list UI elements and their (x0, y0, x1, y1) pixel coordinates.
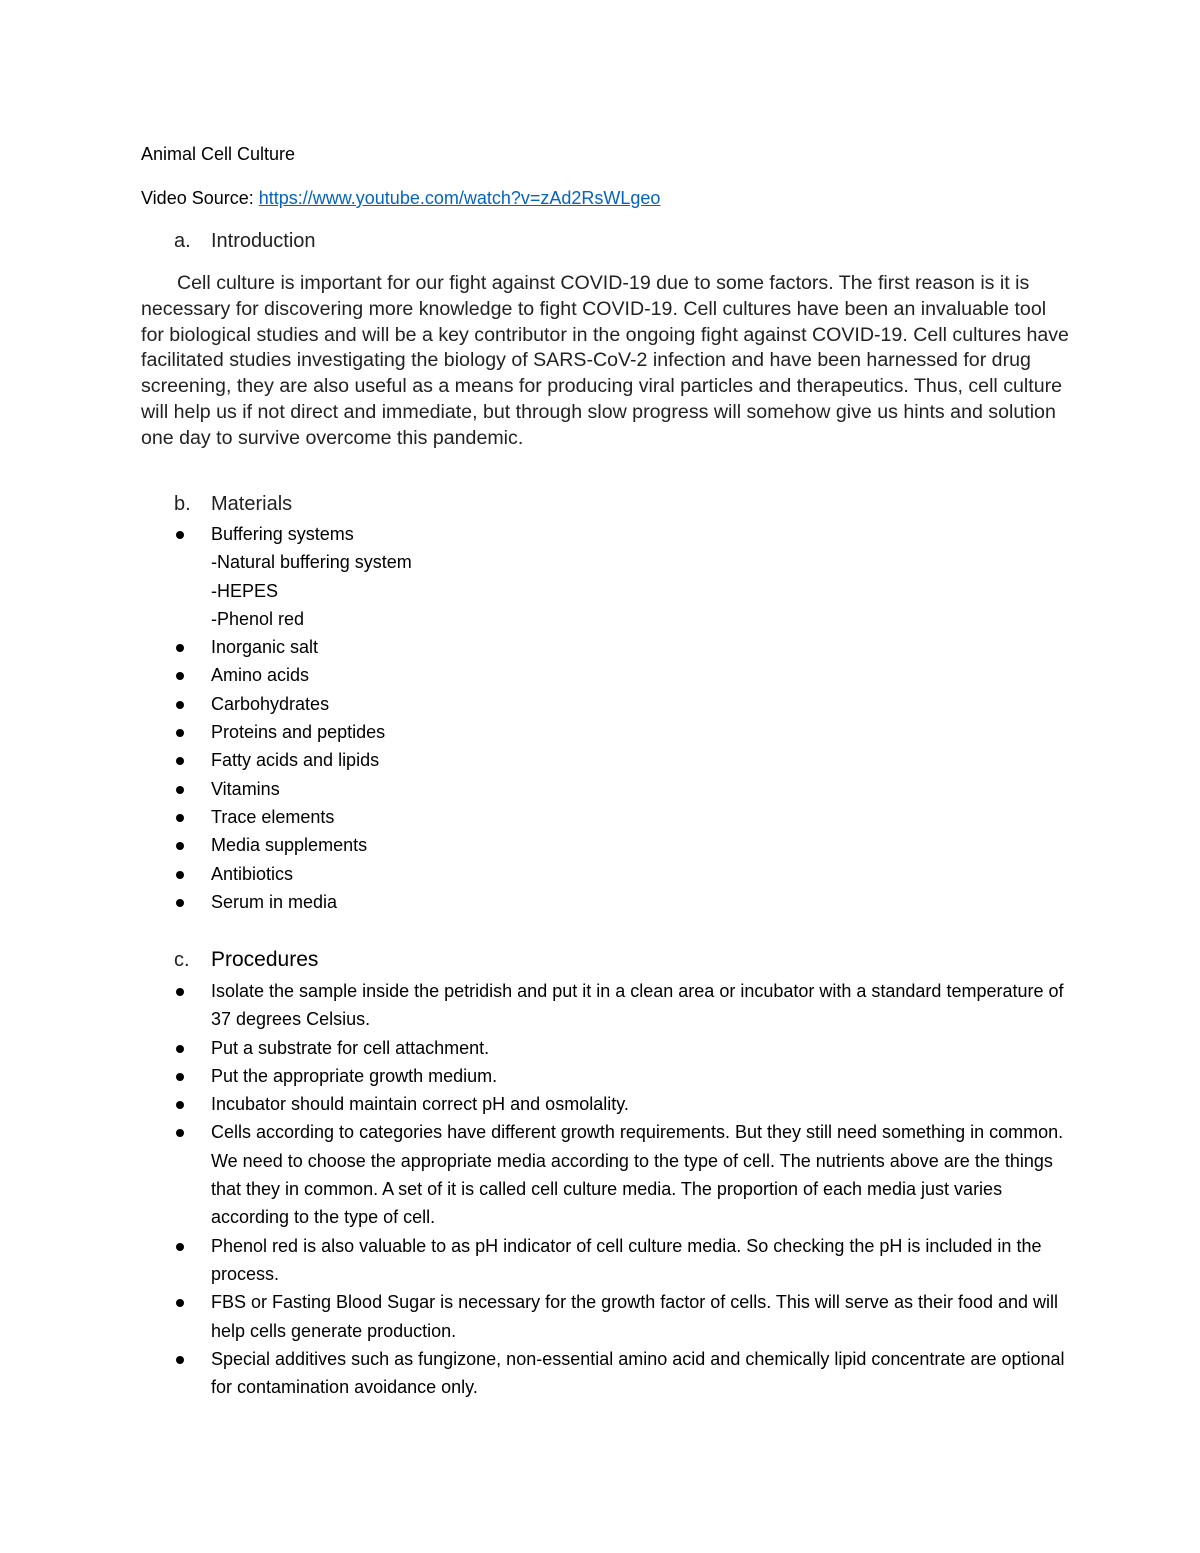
materials-item-text: Buffering systems (211, 524, 354, 544)
materials-subitem: -HEPES (211, 580, 279, 601)
materials-subitem: -Natural buffering system (211, 552, 412, 573)
bullet-icon (176, 729, 184, 737)
bullet-icon (176, 1073, 184, 1081)
materials-list-item (0, 690, 412, 718)
section-marker: b. (174, 493, 191, 515)
materials-list-item (0, 633, 412, 661)
bullet-icon (176, 757, 184, 765)
procedures-list-item (0, 1034, 1070, 1062)
bullet-icon (176, 814, 184, 822)
procedures-item-text: Special additives such as fungizone, non-essential amino acid and chemically lipid concentrate are optional for contamination avoidance only. (211, 1348, 1065, 1398)
bullet-icon (176, 842, 184, 850)
materials-list-item (0, 661, 412, 689)
materials-item-text: Amino acids (211, 665, 310, 686)
materials-list-item (0, 746, 412, 774)
introduction-paragraph: Cell culture is important for our fight against COVID-19 due to some factors. The first reason is it is necessary for discovering more knowledge to fight COVID-19. Cell cultures have been an invaluable tool for biological studies and will be a key contributor in the ongoing fight against COVID-19. Cell cultures have facilitated studies investigating the biology of SARS-CoV-2 infection and have been harnessed for drug screening, they are also useful as a means for producing viral particles and therapeutics. Thus, cell culture will help us if not direct and immediate, but through slow progress will somehow give us hints and solution one day to survive overcome this pandemic. (141, 272, 1069, 449)
document-title: Animal Cell Culture (141, 144, 296, 164)
bullet-icon (176, 531, 184, 539)
section-heading-procedures (174, 948, 318, 972)
bullet-icon (176, 672, 184, 680)
procedures-list-item (0, 977, 1070, 1034)
video-source-line (141, 188, 660, 209)
procedures-item-text: Incubator should maintain correct pH and osmolality. (211, 1094, 629, 1115)
section-title: Procedures (211, 948, 319, 971)
section-marker: a. (174, 230, 191, 252)
video-source-link[interactable]: https://www.youtube.com/watch?v=zAd2RsWLgeo (258, 188, 661, 208)
materials-list-item (0, 520, 412, 633)
bullet-icon (176, 1299, 184, 1307)
section-heading-introduction (174, 230, 316, 253)
materials-list-item (0, 718, 412, 746)
materials-list-item (0, 860, 412, 888)
bullet-icon (176, 1101, 184, 1109)
materials-item-text: Inorganic salt (211, 637, 319, 658)
bullet-icon (176, 701, 184, 709)
materials-item-text: Fatty acids and lipids (211, 750, 380, 771)
bullet-icon (176, 786, 184, 794)
materials-list-item (0, 831, 412, 859)
bullet-icon (176, 1129, 184, 1137)
procedures-list-item (0, 1345, 1070, 1402)
procedures-item-text: FBS or Fasting Blood Sugar is necessary for the growth factor of cells. This will serve as their food and will help cells generate production. (211, 1292, 1059, 1341)
bullet-icon (176, 1243, 184, 1251)
materials-list-item (0, 775, 412, 803)
materials-item-text: Antibiotics (211, 863, 294, 884)
bullet-icon (176, 899, 184, 907)
bullet-icon (176, 1356, 184, 1364)
section-title: Introduction (211, 230, 316, 252)
procedures-item-text: Cells according to categories have different growth requirements. But they still need something in common. We need to choose the appropriate media according to the type of cell. The nutrients above are the things that they in common. A set of it is called cell culture media. The proportion of each media just varies according to the type of cell. (211, 1122, 1064, 1228)
section-title: Materials (211, 493, 293, 515)
materials-item-text: Serum in media (211, 891, 338, 912)
materials-item-text: Trace elements (211, 806, 335, 827)
procedures-list-item (0, 1118, 1070, 1231)
section-marker: c. (174, 949, 190, 971)
video-source-label: Video Source: (141, 188, 259, 208)
materials-item-text: Vitamins (211, 778, 280, 799)
procedures-item-text: Put the appropriate growth medium. (211, 1065, 498, 1086)
materials-list (0, 520, 412, 916)
bullet-icon (176, 871, 184, 879)
procedures-list-item (0, 1090, 1070, 1118)
procedures-list-item (0, 1062, 1070, 1090)
procedures-list-item (0, 1288, 1070, 1345)
procedures-list (0, 977, 1070, 1401)
section-heading-materials (174, 493, 292, 516)
procedures-item-text: Phenol red is also valuable to as pH indicator of cell culture media. So checking the pH is included in the process. (211, 1235, 1042, 1284)
materials-item-text: Proteins and peptides (211, 722, 386, 743)
materials-list-item (0, 803, 412, 831)
materials-list-item (0, 888, 412, 916)
bullet-icon (176, 644, 184, 652)
procedures-list-item (0, 1232, 1070, 1289)
materials-item-text: Media supplements (211, 835, 368, 856)
procedures-item-text: Put a substrate for cell attachment. (211, 1037, 490, 1058)
materials-subitem: -Phenol red (211, 608, 305, 629)
bullet-icon (176, 988, 184, 996)
procedures-item-text: Isolate the sample inside the petridish and put it in a clean area or incubator with a standard temperature of 37 degrees Celsius. (211, 981, 1064, 1030)
bullet-icon (176, 1045, 184, 1053)
materials-item-text: Carbohydrates (211, 693, 330, 714)
